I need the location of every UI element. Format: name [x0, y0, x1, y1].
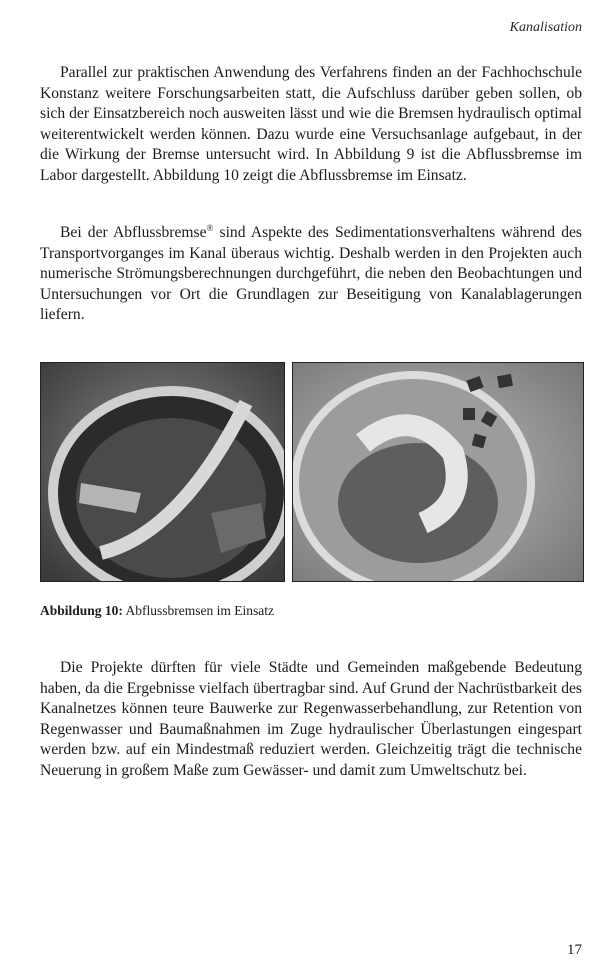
- manhole-photo-left: [41, 363, 284, 581]
- manhole-photo-right: [293, 363, 583, 581]
- paragraph-sedimentation-rest: sind Aspekte des Sedimentationsverhaltens während des Transportvorganges im Kanal überaus wichtig. Deshalb werden in den Projekten auch numerische Strömungsberechnungen durchgeführt, die neben den Beobachtungen und Untersuchungen vor Ort die Grundlagen zur Beseitigung von Kanalablagerungen liefern.: [40, 224, 582, 324]
- photo-brake-installed-left: [40, 362, 285, 582]
- photo-brake-installed-right: [292, 362, 584, 582]
- paragraph-sedimentation-start: Bei der Abflussbremse: [60, 224, 207, 242]
- figure-label: Abbildung 10:: [40, 603, 123, 618]
- paragraph-sedimentation: [40, 218, 582, 326]
- figure-caption: [40, 603, 274, 619]
- page-number: 17: [567, 942, 582, 958]
- paragraph-conclusion: Die Projekte dürften für viele Städte und Gemeinden maßgebende Bedeutung haben, da die Ergebnisse vielfach übertragbar sind. Auf Grund der Nachrüstbarkeit des Kanalnetzes können teure Bauwerke zur Regenwasserbehandlung, zur Retention von Regenwasser und Baumaßnahmen im Zuge hydraulischer Überlastungen eingespart werden bzw. auf ein Mindestmaß reduziert werden. Gleichzeitig trägt die technische Neuerung in großem Maße zum Gewässer- und damit zum Umweltschutz bei.: [40, 659, 582, 779]
- figure-caption-text: Abflussbremsen im Einsatz: [122, 603, 275, 618]
- running-head: Kanalisation: [509, 20, 582, 35]
- registered-mark: ®: [206, 223, 214, 233]
- paragraph-intro: Parallel zur praktischen Anwendung des Verfahrens finden an der Fachhochschule Konstanz weitere Forschungsarbeiten statt, die Aufschluss darüber geben sollen, ob sich der Einsatzbereich noch ausweiten lässt und wie die Bremsen hydraulisch optimal weiterentwickelt werden können. Dazu wurde eine Versuchsanlage aufgebaut, in der die Wirkung der Bremse untersucht wird. In Abbildung 9 ist die Abflussbremse im Labor dargestellt. Abbildung 10 zeigt die Abflussbremse im Einsatz.: [40, 64, 582, 184]
